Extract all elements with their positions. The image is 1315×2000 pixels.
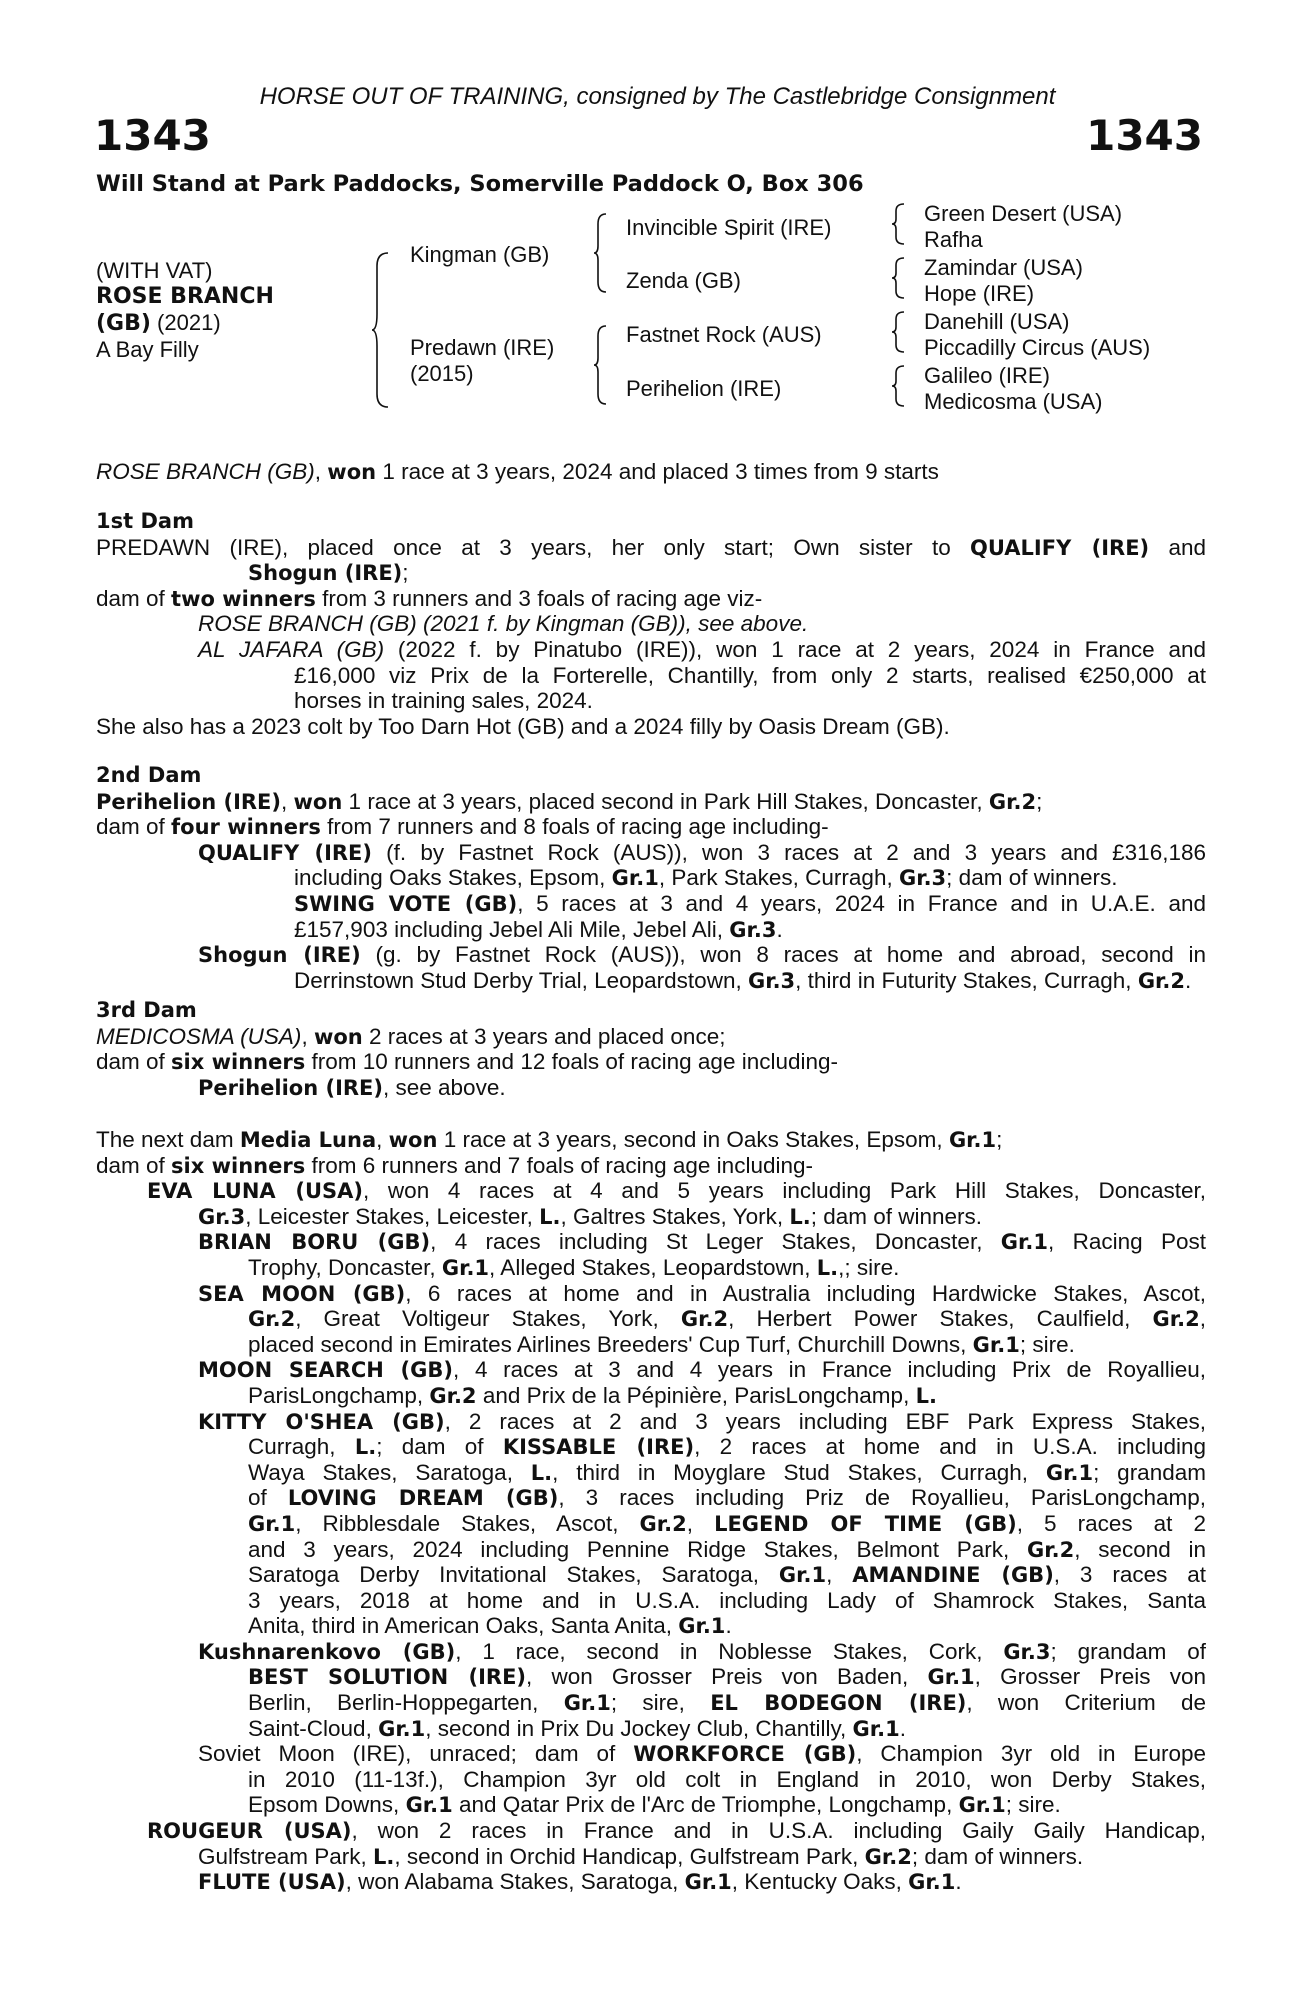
pedigree-brace-g3 xyxy=(890,310,906,354)
next-dam-line: dam of six winners from 6 runners and 7 foals of racing age including- xyxy=(96,1152,813,1178)
lot-number-left: 1343 xyxy=(94,111,211,160)
next-dam-line: Kushnarenkovo (GB), 1 race, second in Noblesse Stakes, Cork, Gr.3; grandam of xyxy=(198,1638,1206,1664)
sire-sire: Invincible Spirit (IRE) xyxy=(626,215,832,240)
next-dam-section xyxy=(96,1127,1206,1895)
next-dam-line: Gr.2, Great Voltigeur Stakes, York, Gr.2, Herbert Power Stakes, Caulfield, Gr.2, xyxy=(248,1306,1206,1332)
second-dam-section xyxy=(96,763,1206,993)
next-dam-line: Saint-Cloud, Gr.1, second in Prix Du Jockey Club, Chantilly, Gr.1. xyxy=(248,1715,907,1741)
granddam-1: Rafha xyxy=(924,227,983,252)
grandsire-4: Galileo (IRE) xyxy=(924,363,1050,388)
horse-header xyxy=(96,258,274,363)
second-dam-line: QUALIFY (IRE) (f. by Fastnet Rock (AUS)), won 3 races at 2 and 3 years and £316,186 xyxy=(198,839,1206,865)
consignor-line: HORSE OUT OF TRAINING, consigned by The Castlebridge Consignment xyxy=(259,83,1056,110)
first-dam-heading: 1st Dam xyxy=(96,509,194,533)
dam-sire: Fastnet Rock (AUS) xyxy=(626,322,822,347)
first-dam-line: Shogun (IRE); xyxy=(248,560,409,586)
first-dam-line: horses in training sales, 2024. xyxy=(294,688,593,714)
pedigree-brace-main xyxy=(370,250,390,410)
granddam-4: Medicosma (USA) xyxy=(924,389,1103,414)
pedigree-brace-sire xyxy=(592,212,608,294)
pedigree-brace-g4 xyxy=(890,364,906,408)
third-dam-section xyxy=(96,998,1206,1100)
next-dam-line: 3 years, 2018 at home and in U.S.A. including Lady of Shamrock Stakes, Santa xyxy=(248,1587,1206,1613)
dam-dam: Perihelion (IRE) xyxy=(626,376,782,401)
second-dam-line: SWING VOTE (GB), 5 races at 3 and 4 years, 2024 in France and in U.A.E. and xyxy=(294,890,1206,916)
next-dam-line: Berlin, Berlin-Hoppegarten, Gr.1; sire, EL BODEGON (IRE), won Criterium de xyxy=(248,1690,1206,1716)
next-dam-line: Gr.3, Leicester Stakes, Leicester, L., Galtres Stakes, York, L.; dam of winners. xyxy=(198,1203,983,1229)
vat-note: (WITH VAT) xyxy=(96,258,213,283)
second-dam-line: Shogun (IRE) (g. by Fastnet Rock (AUS)), won 8 races at home and abroad, second in xyxy=(198,942,1206,968)
summary-won: won xyxy=(327,460,377,484)
third-dam-heading: 3rd Dam xyxy=(96,998,197,1022)
pedigree-brace-g1 xyxy=(890,202,906,246)
granddam-3: Piccadilly Circus (AUS) xyxy=(924,335,1151,360)
next-dam-line: Epsom Downs, Gr.1 and Qatar Prix de l'Arc de Triomphe, Longchamp, Gr.1; sire. xyxy=(248,1792,1061,1818)
third-dam-line: dam of six winners from 10 runners and 12 foals of racing age including- xyxy=(96,1049,839,1075)
next-dam-line: EVA LUNA (USA), won 4 races at 4 and 5 years including Park Hill Stakes, Doncaster, xyxy=(147,1178,1206,1204)
second-dam-heading: 2nd Dam xyxy=(96,763,202,787)
next-dam-line: Anita, third in American Oaks, Santa Anita, Gr.1. xyxy=(248,1613,732,1639)
granddam-2: Hope (IRE) xyxy=(924,281,1035,306)
first-dam-line: AL JAFARA (GB) (2022 f. by Pinatubo (IRE)), won 1 race at 2 years, 2024 in France and xyxy=(198,636,1206,662)
next-dam-line: Trophy, Doncaster, Gr.1, Alleged Stakes, Leopardstown, L.,; sire. xyxy=(248,1254,900,1280)
next-dam-line: BRIAN BORU (GB), 4 races including St Leger Stakes, Doncaster, Gr.1, Racing Post xyxy=(198,1229,1206,1255)
grandsire-3: Danehill (USA) xyxy=(924,309,1070,334)
first-dam-line: PREDAWN (IRE), placed once at 3 years, her only start; Own sister to QUALIFY (IRE) and xyxy=(96,534,1206,560)
second-dam-line: Perihelion (IRE), won 1 race at 3 years, placed second in Park Hill Stakes, Doncaster, Gr.2; xyxy=(96,788,1043,814)
dam xyxy=(410,335,554,387)
first-dam-line: She also has a 2023 colt by Too Darn Hot (GB) and a 2024 filly by Oasis Dream (GB). xyxy=(96,713,950,739)
next-dam-line: BEST SOLUTION (IRE), won Grosser Preis von Baden, Gr.1, Grosser Preis von xyxy=(248,1664,1206,1690)
grandsire-2: Zamindar (USA) xyxy=(924,255,1083,280)
next-dam-line: MOON SEARCH (GB), 4 races at 3 and 4 years in France including Prix de Royallieu, xyxy=(198,1357,1206,1383)
summary-record: 1 race at 3 years, 2024 and placed 3 times from 9 starts xyxy=(376,459,939,484)
next-dam-line: Saratoga Derby Invitational Stakes, Saratoga, Gr.1, AMANDINE (GB), 3 races at xyxy=(248,1562,1206,1588)
next-dam-line: placed second in Emirates Airlines Breeders' Cup Turf, Churchill Downs, Gr.1; sire. xyxy=(248,1331,1075,1357)
horse-description: A Bay Filly xyxy=(96,337,199,362)
second-dam-line: £157,903 including Jebel Ali Mile, Jebel Ali, Gr.3. xyxy=(294,916,783,942)
first-dam-section xyxy=(96,509,1206,739)
next-dam-line: FLUTE (USA), won Alabama Stakes, Saratoga, Gr.1, Kentucky Oaks, Gr.1. xyxy=(198,1869,962,1895)
first-dam-line: £16,000 viz Prix de la Forterelle, Chantilly, from only 2 starts, realised €250,000 at xyxy=(294,662,1206,688)
summary-horse: ROSE BRANCH (GB) xyxy=(96,459,315,484)
second-dam-line: dam of four winners from 7 runners and 8 foals of racing age including- xyxy=(96,814,829,840)
sire: Kingman (GB) xyxy=(410,242,550,267)
first-dam-line: dam of two winners from 3 runners and 3 foals of racing age viz- xyxy=(96,585,763,611)
next-dam-line: of LOVING DREAM (GB), 3 races including Priz de Royallieu, ParisLongchamp, xyxy=(248,1485,1206,1511)
next-dam-line: ParisLongchamp, Gr.2 and Prix de la Pépinière, ParisLongchamp, L. xyxy=(248,1382,937,1408)
next-dam-line: Waya Stakes, Saratoga, L., third in Moyglare Stud Stakes, Curragh, Gr.1; grandam xyxy=(248,1459,1206,1485)
first-dam-line: ROSE BRANCH (GB) (2021 f. by Kingman (GB)), see above. xyxy=(198,611,809,637)
horse-origin: (GB) xyxy=(96,311,151,336)
third-dam-line: MEDICOSMA (USA), won 2 races at 3 years and placed once; xyxy=(96,1023,726,1049)
second-dam-line: Derrinstown Stud Derby Trial, Leopardstown, Gr.3, third in Futurity Stakes, Curragh, Gr.2. xyxy=(294,967,1192,993)
sire-dam: Zenda (GB) xyxy=(626,268,741,293)
second-dam-line: including Oaks Stakes, Epsom, Gr.1, Park Stakes, Curragh, Gr.3; dam of winners. xyxy=(294,865,1118,891)
next-dam-line: and 3 years, 2024 including Pennine Ridge Stakes, Belmont Park, Gr.2, second in xyxy=(248,1536,1206,1562)
lot-number-right: 1343 xyxy=(1086,111,1203,160)
next-dam-line: SEA MOON (GB), 6 races at home and in Australia including Hardwicke Stakes, Ascot, xyxy=(198,1280,1206,1306)
grandsire-1: Green Desert (USA) xyxy=(924,201,1123,226)
next-dam-line: Soviet Moon (IRE), unraced; dam of WORKFORCE (GB), Champion 3yr old in Europe xyxy=(198,1741,1206,1767)
next-dam-line: in 2010 (11-13f.), Champion 3yr old colt in England in 2010, won Derby Stakes, xyxy=(248,1766,1206,1792)
horse-name: ROSE BRANCH xyxy=(96,284,274,309)
race-summary: ROSE BRANCH (GB), won 1 race at 3 years, 2024 and placed 3 times from 9 starts xyxy=(96,459,939,484)
next-dam-line: Gr.1, Ribblesdale Stakes, Ascot, Gr.2, LEGEND OF TIME (GB), 5 races at 2 xyxy=(248,1510,1206,1536)
next-dam-line: KITTY O'SHEA (GB), 2 races at 2 and 3 years including EBF Park Express Stakes, xyxy=(198,1408,1206,1434)
pedigree-brace-g2 xyxy=(890,256,906,300)
pedigree-brace-dam xyxy=(592,324,608,406)
next-dam-line: ROUGEUR (USA), won 2 races in France and in U.S.A. including Gaily Gaily Handicap, xyxy=(147,1818,1206,1844)
dam-year: (2015) xyxy=(410,361,474,386)
next-dam-line: Curragh, L.; dam of KISSABLE (IRE), 2 races at home and in U.S.A. including xyxy=(248,1434,1206,1460)
foaling-year: (2021) xyxy=(150,310,221,335)
stand-location: Will Stand at Park Paddocks, Somerville Paddock O, Box 306 xyxy=(96,171,864,197)
next-dam-line: Gulfstream Park, L., second in Orchid Handicap, Gulfstream Park, Gr.2; dam of winners. xyxy=(198,1843,1084,1869)
horse-origin-year xyxy=(96,310,274,337)
dam-name: Predawn (IRE) xyxy=(410,335,555,360)
third-dam-line: Perihelion (IRE), see above. xyxy=(198,1074,506,1100)
next-dam-line: The next dam Media Luna, won 1 race at 3 years, second in Oaks Stakes, Epsom, Gr.1; xyxy=(96,1127,1003,1152)
